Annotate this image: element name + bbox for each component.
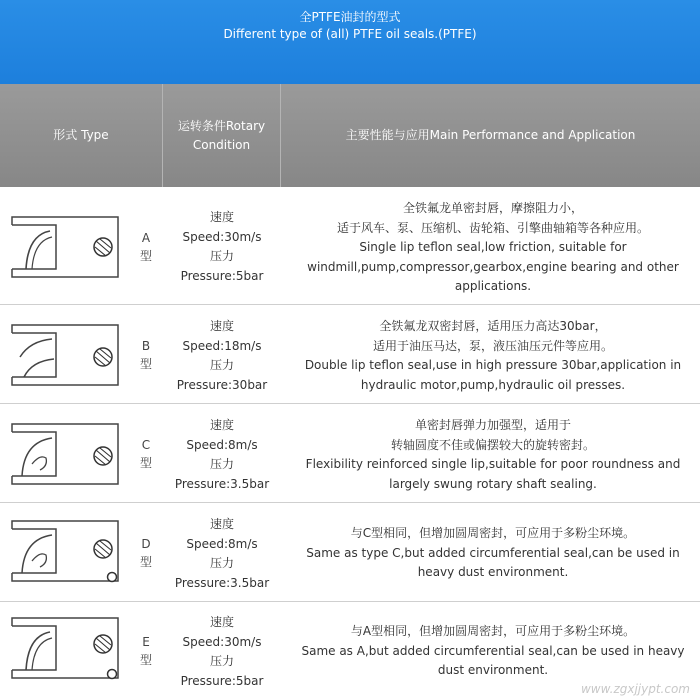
condition-cell-e: 速度 Speed:30m/s 压力 Pressure:5bar <box>180 615 264 688</box>
table-row <box>0 404 700 503</box>
table-row <box>0 187 700 305</box>
table-header <box>0 84 700 187</box>
seal-diagram-b <box>6 321 124 389</box>
type-letter-d: D 型 <box>139 537 152 569</box>
watermark: www.zgxjjypt.com <box>580 682 690 696</box>
table-row <box>0 305 700 404</box>
header-condition-line1: 运转条件Rotary <box>177 118 266 133</box>
performance-cell-d: 与C型相同，但增加圆周密封，可应用于多粉尘环境。 Same as type C,but added circumferential seal,can be used in heavy dust environment. <box>306 526 680 579</box>
seal-diagram-e <box>6 614 124 688</box>
performance-cell-a: 全铁氟龙单密封唇，摩擦阻力小， 适于风车、泵、压缩机、齿轮箱、引擎曲轴箱等各种应用。 Single lip teflon seal,low friction, suitable for windmill,pump,compressor,gearbox,engine bearing and other applications. <box>307 201 679 293</box>
title-chinese: 全PTFE油封的型式 <box>299 10 401 24</box>
condition-cell-d: 速度 Speed:8m/s 压力 Pressure:3.5bar <box>174 517 270 590</box>
condition-cell-c: 速度 Speed:8m/s 压力 Pressure:3.5bar <box>174 418 270 491</box>
performance-cell-e: 与A型相同，但增加圆周密封，可应用于多粉尘环境。 Same as A,but added circumferential seal,can be used in heavy dust environment. <box>301 624 685 677</box>
seal-diagram-d <box>6 517 124 589</box>
header-performance: 主要性能与应用Main Performance and Application <box>345 128 636 142</box>
title-banner <box>0 0 700 84</box>
table-row <box>0 503 700 602</box>
header-condition-line2: Condition <box>192 137 251 152</box>
title-english: Different type of (all) PTFE oil seals.(PTFE) <box>223 27 477 41</box>
type-letter-a: A 型 <box>139 231 152 263</box>
seal-diagram-c <box>6 420 124 488</box>
condition-cell-b: 速度 Speed:18m/s 压力 Pressure:30bar <box>176 319 268 392</box>
header-condition <box>163 84 280 187</box>
type-letter-b: B 型 <box>139 339 152 371</box>
header-type: 形式 Type <box>53 128 109 142</box>
seal-diagram-a <box>6 213 124 281</box>
condition-cell-a: 速度 Speed:30m/s 压力 Pressure:5bar <box>180 210 264 283</box>
type-letter-e: E 型 <box>139 635 152 667</box>
performance-cell-b: 全铁氟龙双密封唇，适用压力高达30bar， 适用于油压马达，泵，液压油压元件等应用。 Double lip teflon seal,use in high pressure 30bar,application in hydraulic motor,pump,hydraulic oil presses. <box>304 319 682 392</box>
type-letter-c: C 型 <box>139 438 152 470</box>
performance-cell-c: 单密封唇弹力加强型，适用于 转轴圆度不佳或偏摆较大的旋转密封。 Flexibility reinforced single lip,suitable for poor roundness and largely swung rotary shaft sealing. <box>305 418 681 491</box>
